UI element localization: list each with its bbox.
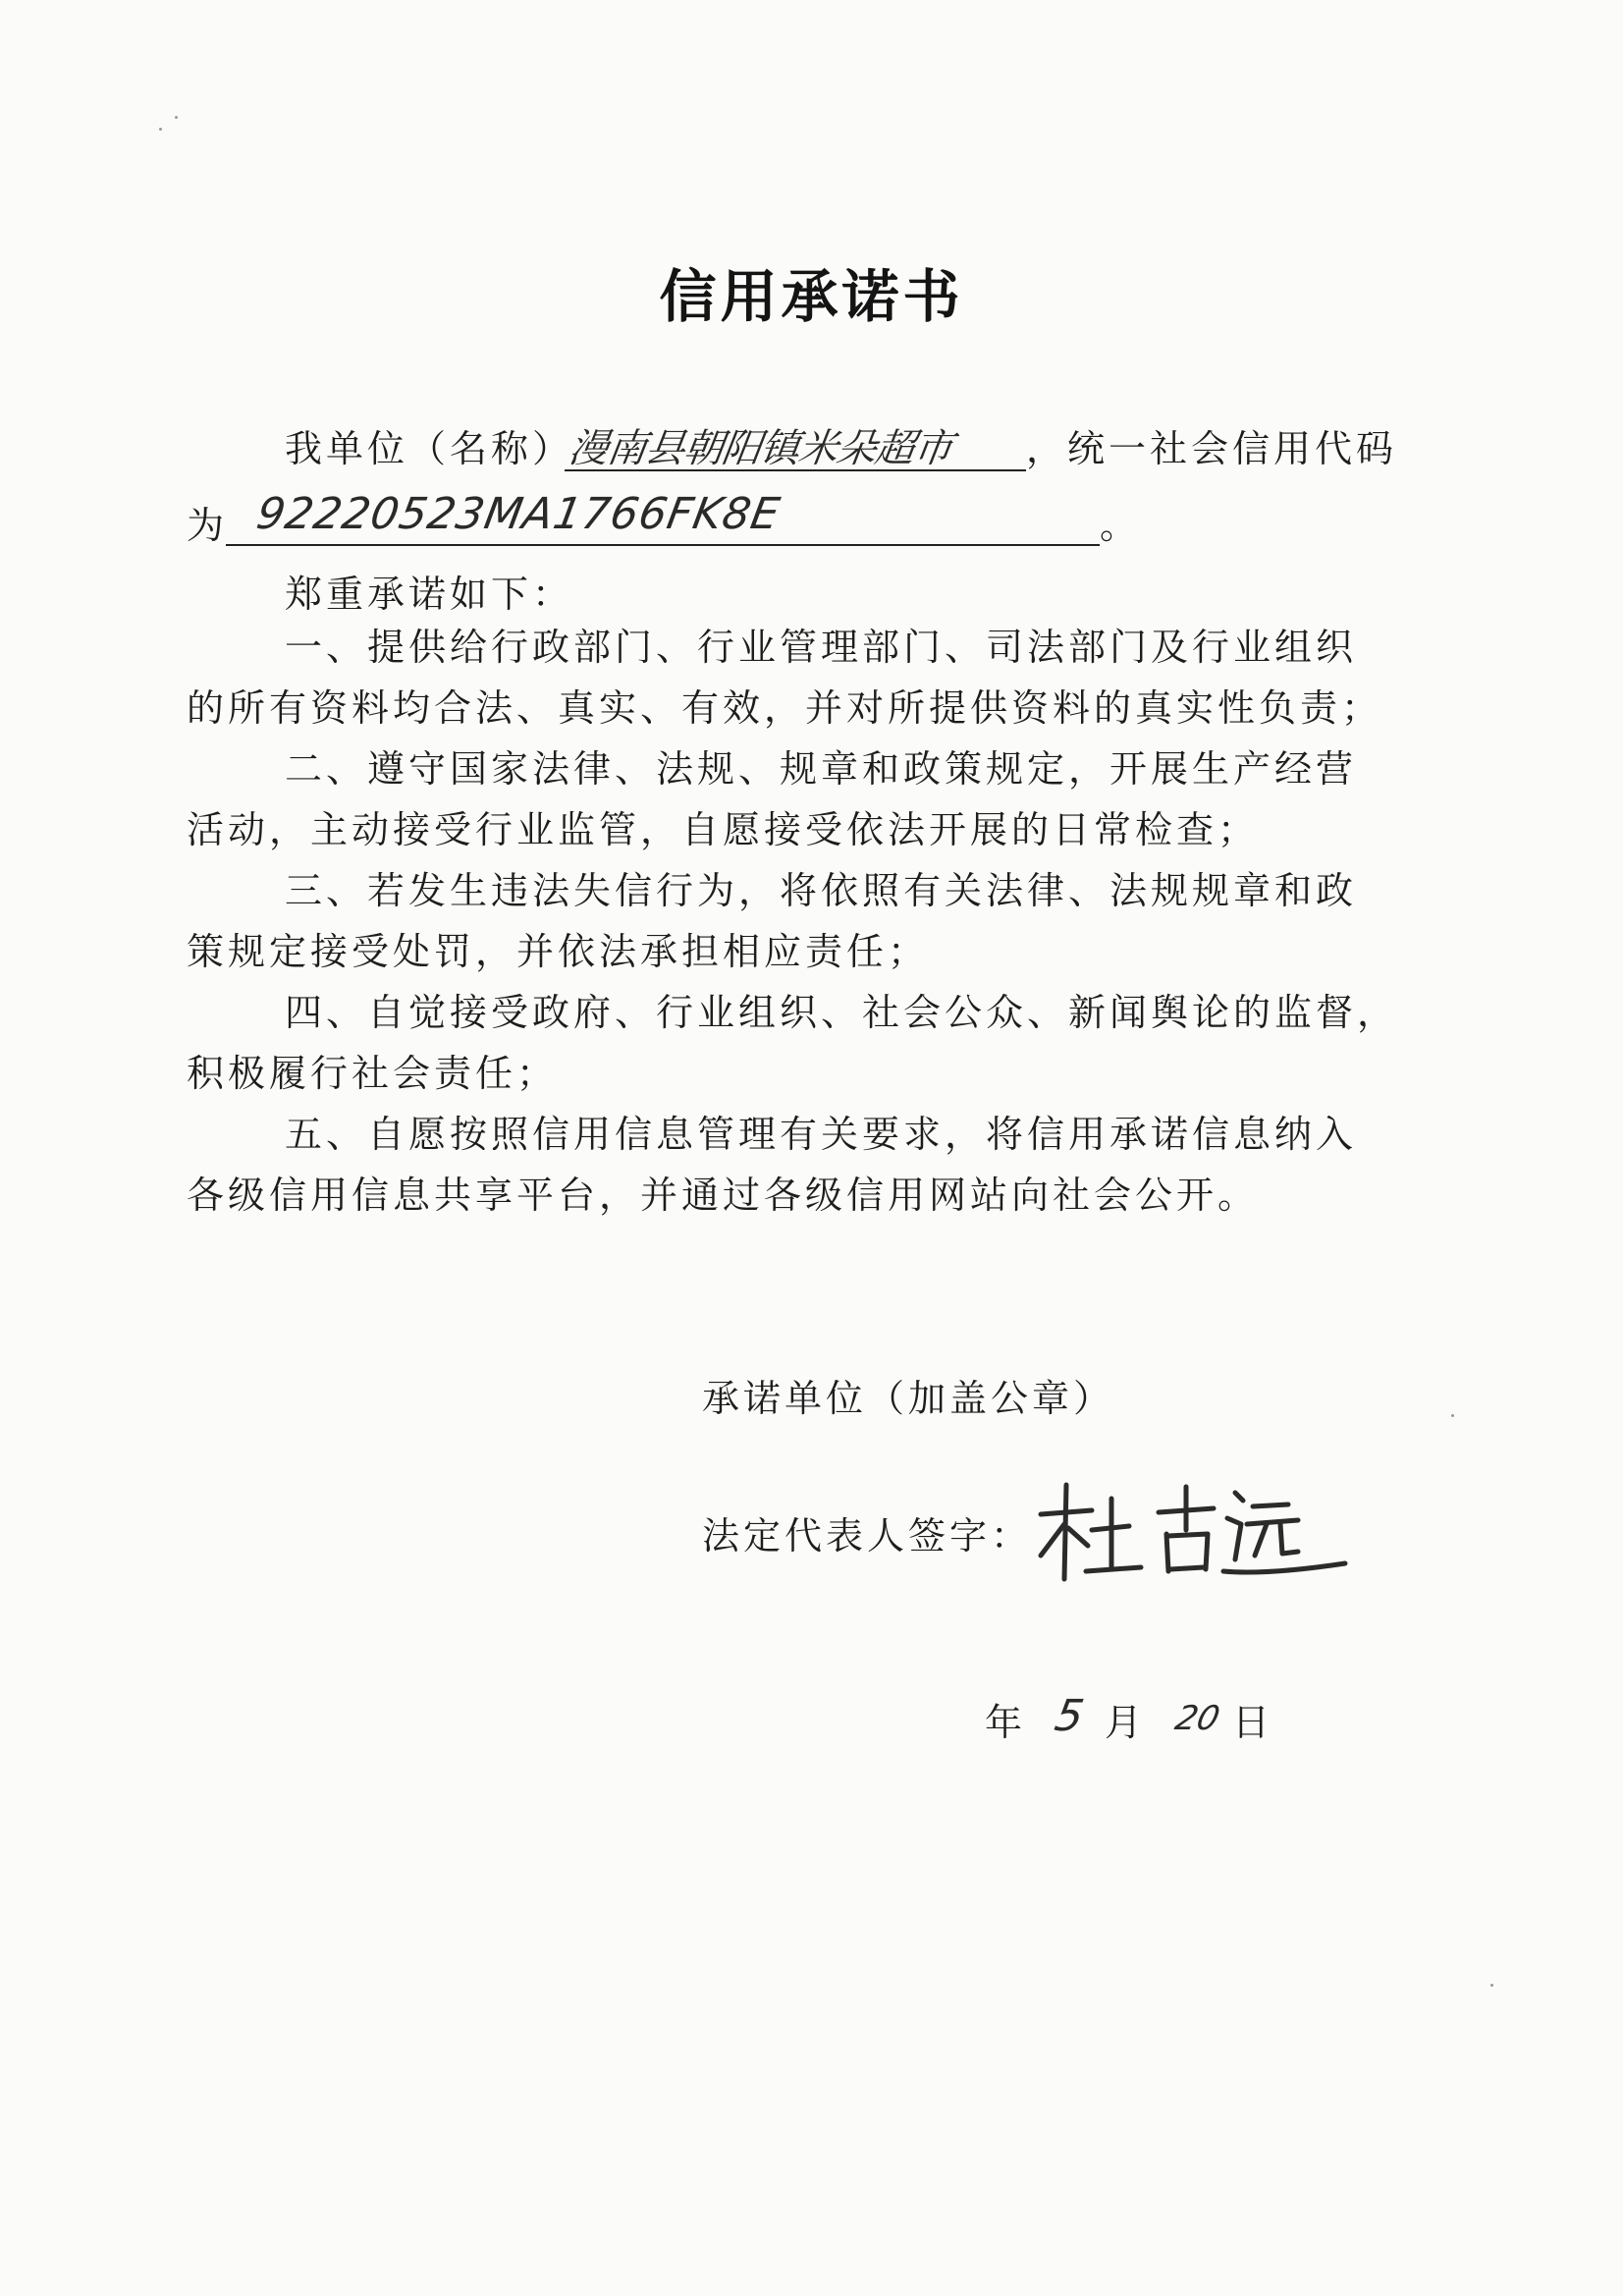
code-suffix: 。 [1100, 504, 1142, 547]
code-prefix: 为 [187, 504, 229, 547]
item-1-line2: 的所有资料均合法、真实、有效，并对所提供资料的真实性负责； [187, 686, 1383, 730]
signature-image [1031, 1473, 1355, 1591]
item-3-line1: 三、若发生违法失信行为，将依照有关法律、法规规章和政 [285, 869, 1358, 912]
item-1-line1: 一、提供给行政部门、行业管理部门、司法部门及行业组织 [285, 626, 1358, 669]
legal-rep-label: 法定代表人签字： [702, 1514, 1033, 1558]
intro-suffix: ，统一社会信用代码 [1026, 427, 1398, 470]
credit-code-handwritten: 92220523MA1766FK8E [252, 489, 784, 539]
item-5-line1: 五、自愿按照信用信息管理有关要求，将信用承诺信息纳入 [285, 1113, 1358, 1156]
signature-svg [1031, 1473, 1355, 1591]
date-day-handwritten: 20 [1171, 1699, 1224, 1738]
item-3-line2: 策规定接受处罚，并依法承担相应责任； [187, 930, 930, 973]
item-4-line1: 四、自觉接受政府、行业组织、社会公众、新闻舆论的监督， [285, 991, 1399, 1034]
date-month-handwritten: 5 [1051, 1691, 1088, 1741]
date-month-label: 月 [1105, 1701, 1147, 1744]
credit-code-underline [226, 544, 1100, 546]
item-2-line1: 二、遵守国家法律、法规、规章和政策规定，开展生产经营 [285, 747, 1358, 791]
document-title: 信用承诺书 [659, 263, 964, 330]
scan-speck [1451, 1414, 1454, 1417]
intro-prefix: 我单位（名称） [285, 427, 574, 470]
item-5-line2: 各级信用信息共享平台，并通过各级信用网站向社会公开。 [187, 1174, 1260, 1217]
scan-speck [175, 116, 178, 119]
company-name-handwritten: 漫南县朝阳镇米朵超市 [566, 426, 955, 471]
scan-speck [159, 128, 162, 131]
commit-unit-label: 承诺单位（加盖公章） [702, 1377, 1115, 1420]
date-day-label: 日 [1232, 1701, 1274, 1744]
commit-intro: 郑重承诺如下： [285, 573, 574, 616]
date-year-label: 年 [985, 1701, 1027, 1744]
item-4-line2: 积极履行社会责任； [187, 1052, 559, 1095]
scan-speck [1490, 1984, 1493, 1987]
company-name-underline [565, 469, 1026, 471]
item-2-line2: 活动，主动接受行业监管，自愿接受依法开展的日常检查； [187, 808, 1260, 851]
